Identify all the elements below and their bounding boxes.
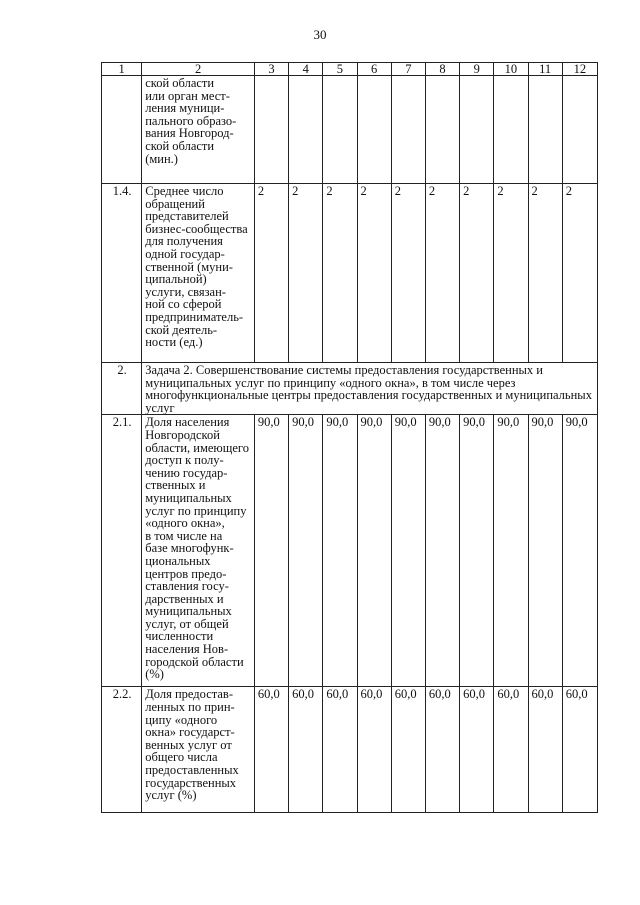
table-row	[102, 687, 598, 813]
value-cell	[323, 76, 357, 184]
value-cell: 2	[460, 184, 494, 363]
value-cell: 90,0	[425, 415, 459, 687]
value-cell	[289, 76, 323, 184]
header-cell: 9	[460, 63, 494, 76]
value-cell: 2	[254, 184, 288, 363]
table-row	[102, 76, 598, 184]
value-cell: 90,0	[289, 415, 323, 687]
value-cell: 2	[289, 184, 323, 363]
value-cell	[357, 76, 391, 184]
header-cell: 4	[289, 63, 323, 76]
value-cell: 90,0	[254, 415, 288, 687]
value-cell: 60,0	[357, 687, 391, 813]
value-cell: 2	[562, 184, 597, 363]
row-number	[102, 76, 142, 184]
header-cell: 11	[528, 63, 562, 76]
task-description: Задача 2. Совершенствование системы предоставления государственных и муниципальных услуг по принципу «одного окна», в том числе через многофункциональные центры предоставления государственных и муниципальных услуг	[142, 363, 598, 415]
value-cell: 60,0	[460, 687, 494, 813]
row-number: 2.	[102, 363, 142, 415]
value-cell	[528, 76, 562, 184]
value-cell	[254, 76, 288, 184]
header-cell: 6	[357, 63, 391, 76]
value-cell: 2	[391, 184, 425, 363]
value-cell	[460, 76, 494, 184]
table-row	[102, 184, 598, 363]
value-cell: 60,0	[562, 687, 597, 813]
value-cell: 60,0	[323, 687, 357, 813]
value-cell: 2	[425, 184, 459, 363]
value-cell: 2	[494, 184, 528, 363]
indicators-table	[101, 62, 598, 813]
value-cell: 90,0	[562, 415, 597, 687]
header-cell: 12	[562, 63, 597, 76]
value-cell: 2	[357, 184, 391, 363]
header-cell: 10	[494, 63, 528, 76]
value-cell: 60,0	[528, 687, 562, 813]
header-cell: 5	[323, 63, 357, 76]
header-cell: 7	[391, 63, 425, 76]
value-cell	[391, 76, 425, 184]
value-cell: 60,0	[494, 687, 528, 813]
value-cell: 90,0	[323, 415, 357, 687]
value-cell: 90,0	[391, 415, 425, 687]
value-cell: 90,0	[528, 415, 562, 687]
value-cell: 90,0	[494, 415, 528, 687]
value-cell: 90,0	[357, 415, 391, 687]
row-number: 2.2.	[102, 687, 142, 813]
table-header-row	[102, 63, 598, 76]
value-cell: 60,0	[289, 687, 323, 813]
indicator-description: Доля населения Новгородской области, имеющего доступ к полу- чению государ- ственных и муниципальных услуг по принципу «одного окна», в том числе на базе многофунк- циональных центров предо- ставления госу- дарственных и муниципальных услуг, от общей численности населения Нов- городской области (%)	[142, 415, 255, 687]
value-cell: 2	[323, 184, 357, 363]
indicator-description: Среднее число обращений представителей бизнес-сообщества для получения одной государ- ственной (муни- ципальной) услуги, связан- ной со сферой предприниматель- ской деятель- ности (ед.)	[142, 184, 255, 363]
indicator-description: Доля предостав- ленных по прин- ципу «одного окна» государст- венных услуг от общего числа предоставленных государственных услуг (%)	[142, 687, 255, 813]
value-cell: 2	[528, 184, 562, 363]
value-cell: 60,0	[254, 687, 288, 813]
header-cell: 2	[142, 63, 255, 76]
row-number: 2.1.	[102, 415, 142, 687]
task-row	[102, 363, 598, 415]
header-cell: 3	[254, 63, 288, 76]
value-cell	[425, 76, 459, 184]
value-cell: 60,0	[391, 687, 425, 813]
value-cell	[562, 76, 597, 184]
value-cell	[494, 76, 528, 184]
value-cell: 60,0	[425, 687, 459, 813]
table-row	[102, 415, 598, 687]
header-cell: 8	[425, 63, 459, 76]
page-number: 30	[313, 27, 327, 42]
header-cell: 1	[102, 63, 142, 76]
indicator-description: ской области или орган мест- ления муници- пального образо- вания Новгород- ской области (мин.)	[142, 76, 255, 184]
value-cell: 90,0	[460, 415, 494, 687]
row-number: 1.4.	[102, 184, 142, 363]
